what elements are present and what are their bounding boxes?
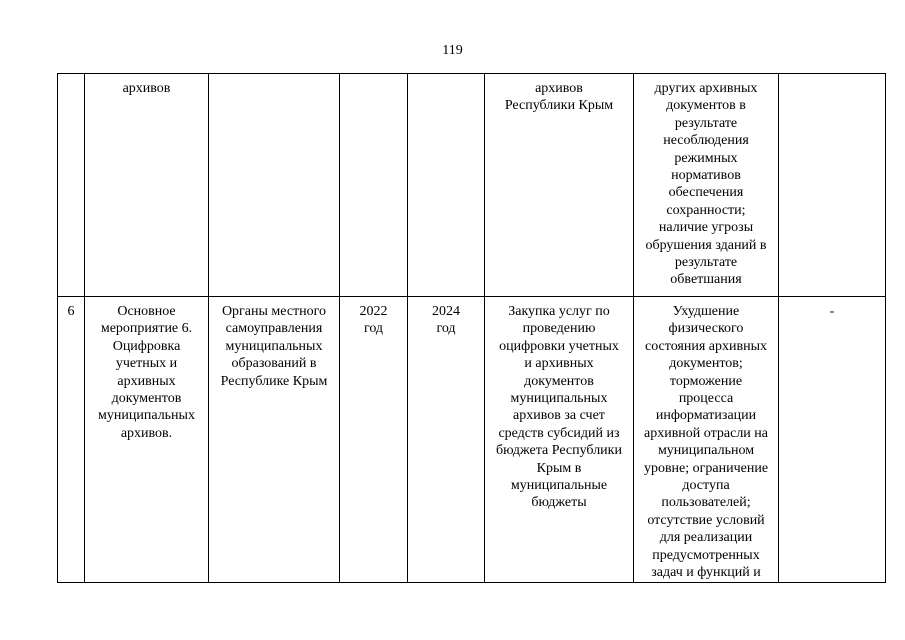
expected-result-cell: Закупка услуг по проведению оцифровки учетных и архивных документов муниципальных архивов за счет средств субсидий из бюджета Республики Крым в муниципальные бюджеты [485, 297, 634, 583]
executor-cell: Органы местного самоуправления муниципальных образований в Республике Крым [209, 297, 340, 583]
activity-cell: архивов [85, 74, 209, 297]
start-year-cell [340, 74, 408, 297]
end-year-cell [408, 74, 485, 297]
consequences-cell: других архивных документов в результате несоблюдения режимных нормативов обеспечения сохранности; наличие угрозы обрушения зданий в результате обветшания [634, 74, 779, 297]
activity-cell: Основное мероприятие 6. Оцифровка учетных и архивных документов муниципальных архивов. [85, 297, 209, 583]
program-activities-table [57, 73, 886, 583]
row-number-cell [58, 74, 85, 297]
executor-cell [209, 74, 340, 297]
end-year-cell: 2024 год [408, 297, 485, 583]
expected-result-cell: архивов Республики Крым [485, 74, 634, 297]
start-year-cell: 2022 год [340, 297, 408, 583]
consequences-cell: Ухудшение физического состояния архивных документов; торможение процесса информатизации архивной отрасли на муниципальном уровне; ограничение доступа пользователей; отсутствие условий для реализации предусмотренных задач и функций и [634, 297, 779, 583]
table-row [58, 297, 886, 583]
row-number-cell: 6 [58, 297, 85, 583]
relation-cell: - [779, 297, 886, 583]
page-number: 119 [442, 43, 463, 58]
table-row [58, 74, 886, 297]
relation-cell [779, 74, 886, 297]
